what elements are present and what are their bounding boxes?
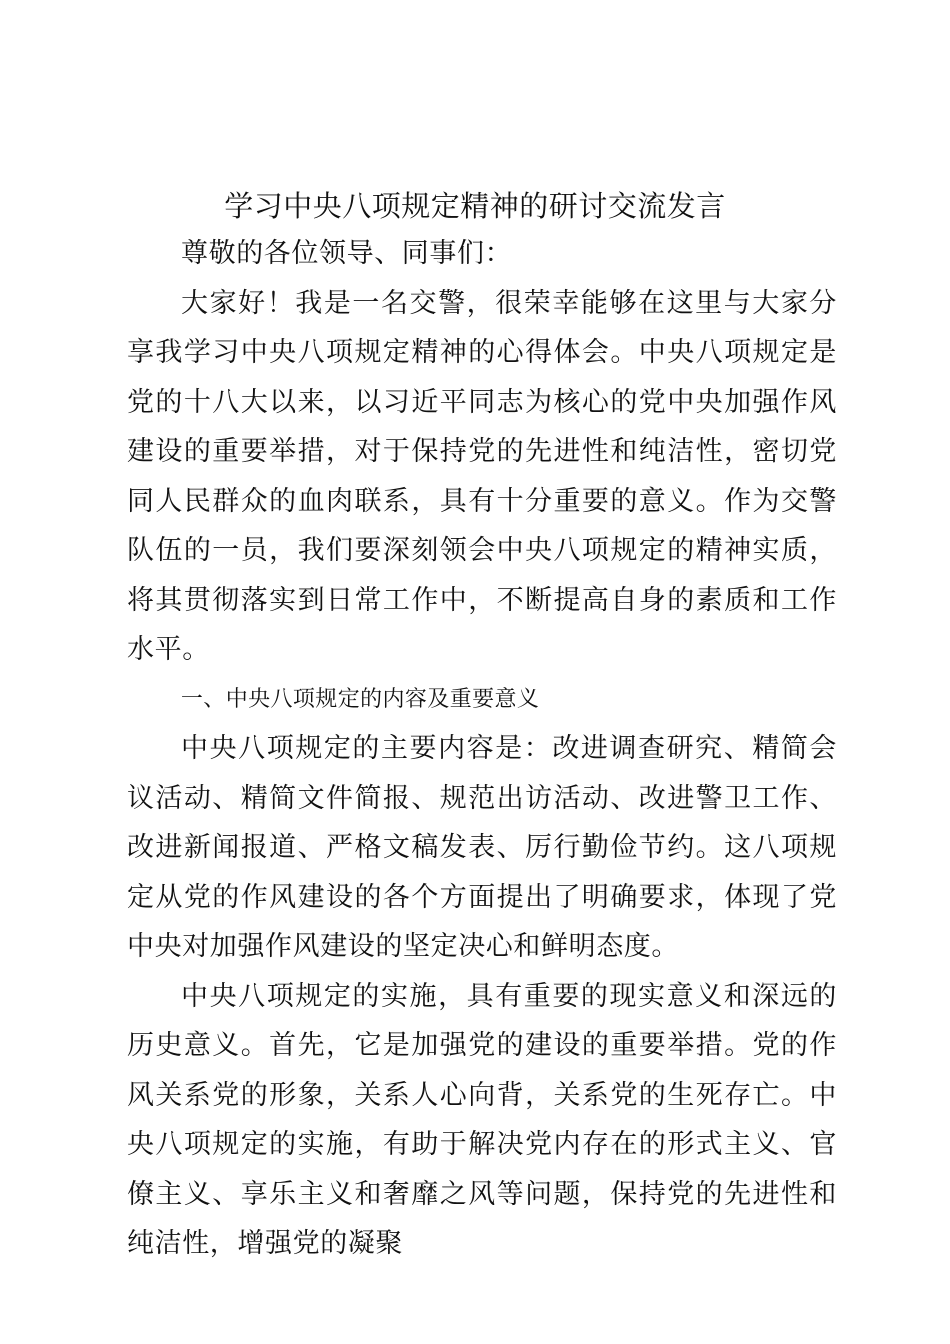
section-heading: 一、中央八项规定的内容及重要意义	[180, 686, 540, 712]
document-body	[127, 229, 837, 1269]
paragraph-section-content: 中央八项规定的主要内容是：改进调查研究、精简会议活动、精简文件简报、规范出访活动、改进警卫工作、改进新闻报道、严格文稿发表、厉行勤俭节约。这八项规定从党的作风建设的各个方面提出了明确要求，体现了党中央对加强作风建设的坚定决心和鲜明态度。	[127, 733, 837, 962]
document-title: 学习中央八项规定精神的研讨交流发言	[224, 189, 726, 223]
greeting: 尊敬的各位领导、同事们：	[181, 238, 513, 269]
paragraph-intro: 大家好！我是一名交警，很荣幸能够在这里与大家分享我学习中央八项规定精神的心得体会。中央八项规定是党的十八大以来，以习近平同志为核心的党中央加强作风建设的重要举措，对于保持党的先进性和纯洁性，密切党同人民群众的血肉联系，具有十分重要的意义。作为交警队伍的一员，我们要深刻领会中央八项规定的精神实质，将其贯彻落实到日常工作中，不断提高自身的素质和工作水平。	[127, 287, 837, 665]
paragraph-section-significance: 中央八项规定的实施，具有重要的现实意义和深远的历史意义。首先，它是加强党的建设的重要举措。党的作风关系党的形象，关系人心向背，关系党的生死存亡。中央八项规定的实施，有助于解决党内存在的形式主义、官僚主义、享乐主义和奢靡之风等问题，保持党的先进性和纯洁性，增强党的凝聚	[127, 980, 837, 1259]
